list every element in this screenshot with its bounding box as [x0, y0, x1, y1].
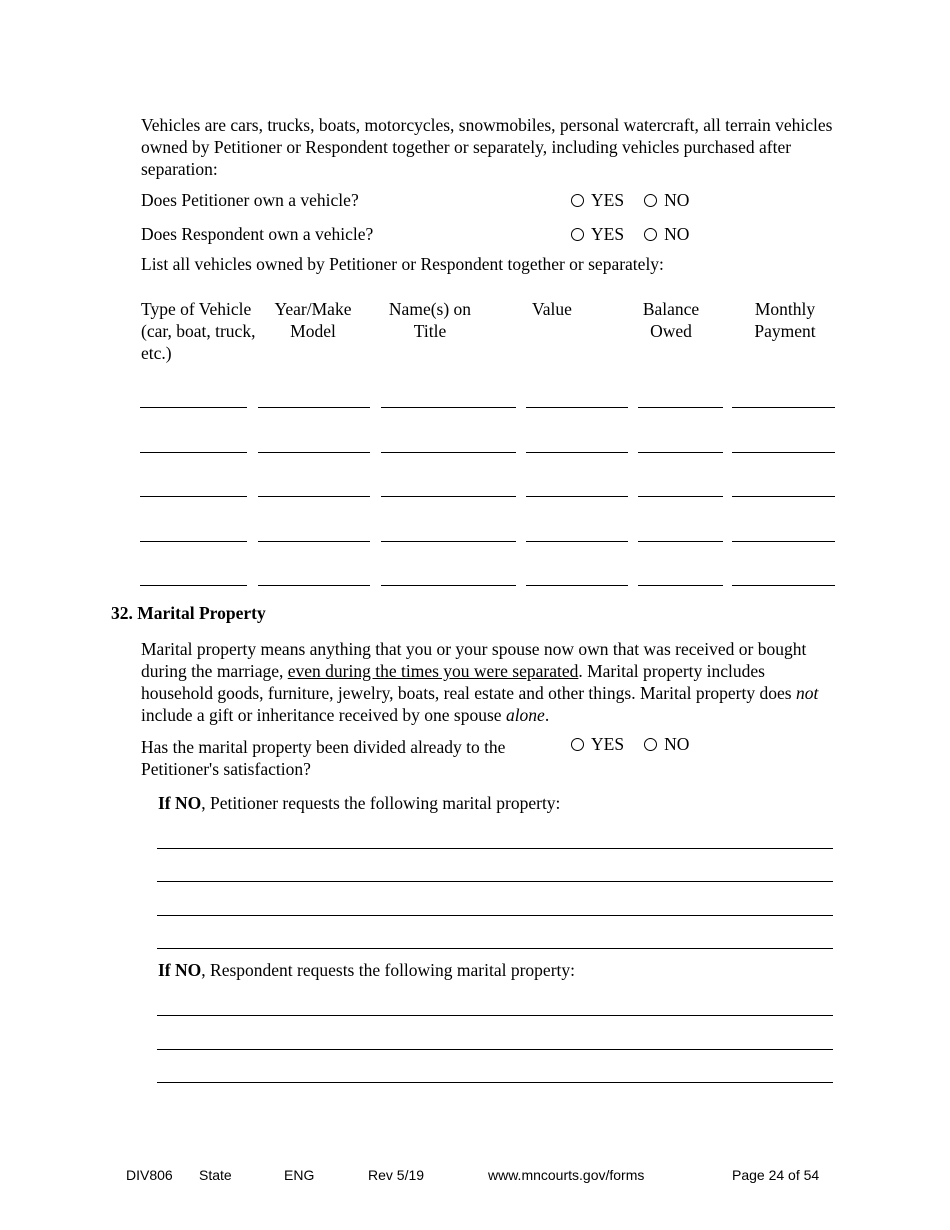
footer-state: State	[199, 1167, 232, 1183]
col-header-type: Type of Vehicle (car, boat, truck, etc.)	[141, 299, 256, 363]
blank-balance-owed[interactable]	[638, 452, 723, 453]
definition-text: include a gift or inheritance received by one spouse	[141, 705, 506, 725]
respondent-vehicle-yes[interactable]	[571, 223, 624, 245]
blank-names-on-title[interactable]	[381, 541, 516, 542]
blank-monthly-payment[interactable]	[732, 496, 835, 497]
section-heading: 32. Marital Property	[111, 603, 266, 623]
footer-page-number: Page 24 of 54	[732, 1167, 820, 1183]
petitioner-vehicle-options	[571, 189, 689, 211]
col-header-balance-owed: Balance Owed	[642, 299, 700, 341]
definition-text: Marital property means anything that you or your spouse now own that was received or bought during the marriage,	[141, 639, 807, 681]
blank-year-make-model[interactable]	[258, 496, 370, 497]
respondent-vehicle-question: Does Respondent own a vehicle?	[141, 224, 374, 244]
petitioner-vehicle-question: Does Petitioner own a vehicle?	[141, 190, 359, 210]
yes-label: YES	[591, 190, 625, 210]
blank-monthly-payment[interactable]	[732, 541, 835, 542]
blank-value[interactable]	[526, 541, 628, 542]
blank-type[interactable]	[140, 452, 247, 453]
property-divided-yes[interactable]	[571, 733, 624, 755]
blank-balance-owed[interactable]	[638, 407, 723, 408]
petitioner-vehicle-no[interactable]	[644, 189, 689, 211]
respondent-request-line[interactable]	[157, 1015, 833, 1016]
petitioner-request-line[interactable]	[157, 948, 833, 949]
definition-text: . Marital property includes household goods, furniture, jewelry, boats, real estate and other things. Marital property does	[141, 661, 796, 703]
blank-value[interactable]	[526, 452, 628, 453]
blank-year-make-model[interactable]	[258, 541, 370, 542]
blank-type[interactable]	[140, 585, 247, 586]
radio-icon	[571, 228, 584, 241]
vehicles-intro: Vehicles are cars, trucks, boats, motorcycles, snowmobiles, personal watercraft, all terrain vehicles owned by Petitioner or Respondent together or separately, including vehicles purchased after separation:	[141, 115, 833, 179]
blank-year-make-model[interactable]	[258, 585, 370, 586]
blank-type[interactable]	[140, 496, 247, 497]
petitioner-request-line[interactable]	[157, 848, 833, 849]
respondent-request-text: , Respondent requests the following marital property:	[201, 960, 576, 980]
petitioner-vehicle-yes[interactable]	[571, 189, 624, 211]
footer-rev: Rev 5/19	[368, 1167, 425, 1183]
col-header-monthly-payment: Monthly Payment	[754, 299, 816, 341]
blank-balance-owed[interactable]	[638, 496, 723, 497]
respondent-request-line[interactable]	[157, 1049, 833, 1050]
blank-monthly-payment[interactable]	[732, 407, 835, 408]
blank-value[interactable]	[526, 585, 628, 586]
vehicle-list-instruction: List all vehicles owned by Petitioner or Respondent together or separately:	[141, 254, 664, 274]
blank-names-on-title[interactable]	[381, 585, 516, 586]
radio-icon	[644, 738, 657, 751]
petitioner-request-text: , Petitioner requests the following marital property:	[201, 793, 561, 813]
no-label: NO	[664, 224, 690, 244]
footer-url[interactable]: www.mncourts.gov/forms	[488, 1167, 645, 1183]
property-divided-no[interactable]	[644, 733, 689, 755]
definition-italic-alone: alone	[505, 705, 545, 725]
blank-names-on-title[interactable]	[381, 407, 516, 408]
respondent-request-label	[158, 959, 575, 981]
property-divided-question: Has the marital property been divided already to the Petitioner's satisfaction?	[141, 737, 506, 779]
yes-label: YES	[591, 224, 625, 244]
blank-year-make-model[interactable]	[258, 407, 370, 408]
footer-form-id: DIV806	[126, 1167, 173, 1183]
if-no-bold: If NO	[158, 793, 202, 813]
blank-monthly-payment[interactable]	[732, 452, 835, 453]
blank-value[interactable]	[526, 407, 628, 408]
blank-type[interactable]	[140, 407, 247, 408]
respondent-vehicle-options	[571, 223, 689, 245]
petitioner-request-line[interactable]	[157, 881, 833, 882]
respondent-vehicle-no[interactable]	[644, 223, 689, 245]
blank-type[interactable]	[140, 541, 247, 542]
blank-value[interactable]	[526, 496, 628, 497]
blank-balance-owed[interactable]	[638, 585, 723, 586]
blank-names-on-title[interactable]	[381, 496, 516, 497]
definition-underlined: even during the times you were separated	[287, 661, 579, 681]
footer-lang: ENG	[284, 1167, 315, 1183]
if-no-bold: If NO	[158, 960, 202, 980]
no-label: NO	[664, 734, 690, 754]
radio-icon	[571, 194, 584, 207]
petitioner-request-label	[158, 792, 560, 814]
radio-icon	[644, 228, 657, 241]
yes-label: YES	[591, 734, 625, 754]
blank-year-make-model[interactable]	[258, 452, 370, 453]
col-header-value: Value	[532, 299, 572, 319]
respondent-request-line[interactable]	[157, 1082, 833, 1083]
blank-balance-owed[interactable]	[638, 541, 723, 542]
definition-italic-not: not	[795, 683, 819, 703]
blank-names-on-title[interactable]	[381, 452, 516, 453]
radio-icon	[644, 194, 657, 207]
definition-text: .	[544, 705, 550, 725]
col-header-names-on-title: Name(s) on Title	[388, 299, 472, 341]
petitioner-request-line[interactable]	[157, 915, 833, 916]
marital-property-definition	[141, 638, 841, 726]
blank-monthly-payment[interactable]	[732, 585, 835, 586]
property-divided-options	[571, 733, 689, 755]
no-label: NO	[664, 190, 690, 210]
radio-icon	[571, 738, 584, 751]
col-header-year-make-model: Year/Make Model	[274, 299, 352, 341]
